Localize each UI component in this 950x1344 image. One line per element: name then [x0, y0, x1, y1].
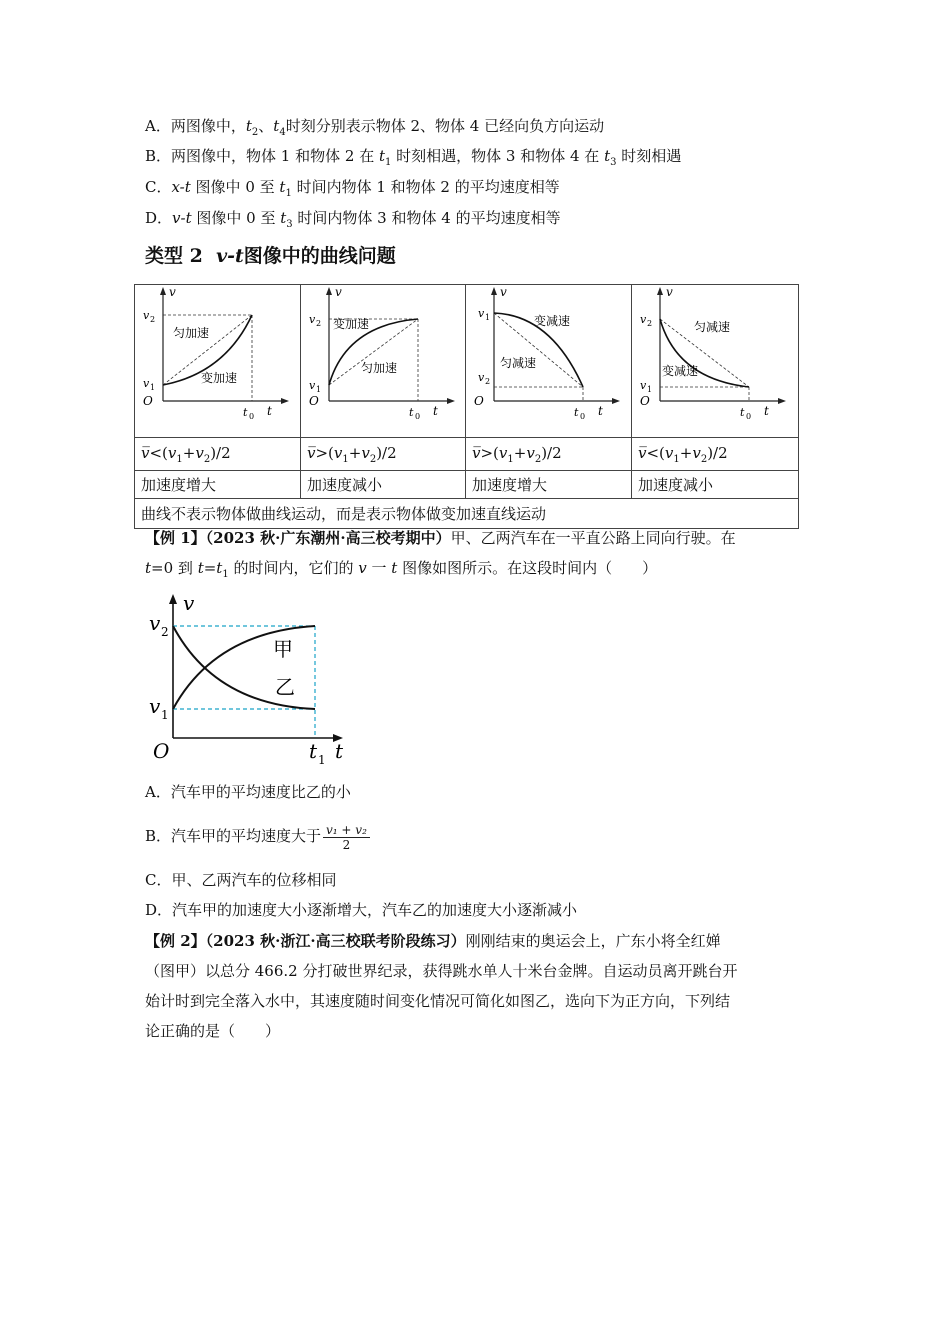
- avg-velocity-3: $v̅>(v_1+v_2)/2$: [466, 438, 632, 471]
- example1-vt-figure: [145, 590, 355, 770]
- svg-text:v: v: [640, 313, 647, 326]
- svg-text:v: v: [478, 371, 485, 384]
- svg-text:O: O: [640, 394, 650, 408]
- svg-text:0: 0: [580, 412, 586, 421]
- svg-text:1: 1: [316, 385, 322, 394]
- svg-text:1: 1: [318, 753, 326, 767]
- svg-text:v: v: [183, 591, 195, 615]
- accel-4: 加速度减小: [632, 471, 799, 499]
- svg-text:v: v: [169, 285, 176, 299]
- svg-text:v: v: [335, 285, 342, 299]
- svg-text:v: v: [500, 285, 507, 299]
- line-label: 匀减速: [500, 356, 537, 370]
- example2-line1: 【例 2】（2023 秋·浙江·高三校联考阶段练习）刚刚结束的奥运会上，广东小将全红婵: [145, 932, 721, 950]
- vt-graph-2: [301, 285, 466, 433]
- svg-text:v: v: [309, 313, 316, 326]
- svg-text:v: v: [309, 379, 316, 392]
- svg-text:1: 1: [647, 385, 653, 394]
- curve-label: 变加速: [333, 317, 370, 331]
- svg-text:v: v: [149, 694, 161, 718]
- ex1-option-d: D．汽车甲的加速度大小逐渐增大，汽车乙的加速度大小逐渐减小: [145, 901, 578, 919]
- accel-1: 加速度增大: [135, 471, 301, 499]
- svg-text:1: 1: [150, 383, 156, 392]
- svg-text:t: t: [433, 404, 438, 418]
- section-heading: 类型 2 v-t图像中的曲线问题: [145, 245, 396, 267]
- svg-text:2: 2: [161, 625, 169, 639]
- ex1-option-a: A．汽车甲的平均速度比乙的小: [145, 783, 351, 801]
- vt-curve-table: [134, 284, 799, 529]
- line-label: 匀加速: [173, 326, 210, 340]
- graph-cell-1: [135, 285, 301, 438]
- vt-graph-1: [135, 285, 301, 433]
- vt-graph-4: [632, 285, 799, 433]
- svg-text:v: v: [478, 307, 485, 320]
- example2-line4: 论正确的是（ ）: [145, 1022, 281, 1040]
- svg-text:t: t: [574, 406, 579, 419]
- svg-text:O: O: [143, 394, 153, 408]
- svg-text:0: 0: [249, 412, 255, 421]
- jia-label: 甲: [273, 637, 293, 661]
- svg-text:t: t: [598, 404, 603, 418]
- svg-text:2: 2: [150, 315, 156, 324]
- curve-label: 变加速: [201, 371, 238, 385]
- svg-text:0: 0: [746, 412, 752, 421]
- curve-label: 变减速: [662, 364, 699, 378]
- option-d: D．v-t 图像中 0 至 $t_3$ 时间内物体 3 和物体 4 的平均速度相等: [145, 209, 561, 230]
- line-label: 匀加速: [361, 361, 398, 375]
- example2-line2: （图甲）以总分 466.2 分打破世界纪录，获得跳水单人十米台金牌。自运动员离开跳台开: [145, 962, 738, 980]
- graph-cell-4: [632, 285, 799, 438]
- example1-line2: t=0 到 $t=t_1$ 的时间内，它们的 v 一 t 图像如图所示。在这段时间内（ ）: [145, 559, 658, 580]
- svg-text:t: t: [764, 404, 769, 418]
- svg-text:t: t: [267, 404, 272, 418]
- svg-text:t: t: [409, 406, 414, 419]
- svg-text:v: v: [143, 377, 150, 390]
- example2-line3: 始计时到完全落入水中，其速度随时间变化情况可简化如图乙，选向下为正方向，下列结: [145, 992, 731, 1010]
- graph-cell-2: [301, 285, 466, 438]
- svg-text:2: 2: [485, 377, 491, 386]
- yi-label: 乙: [275, 675, 295, 699]
- option-a: A．两图像中，$t_2$、$t_4$时刻分别表示物体 2、物体 4 已经向负方向运动: [145, 117, 605, 138]
- svg-text:t: t: [309, 739, 318, 763]
- svg-text:1: 1: [485, 313, 491, 322]
- svg-text:t: t: [243, 406, 248, 419]
- ex1-option-c: C．甲、乙两汽车的位移相同: [145, 871, 337, 889]
- svg-text:v: v: [666, 285, 673, 299]
- svg-text:t: t: [335, 739, 344, 763]
- svg-text:0: 0: [415, 412, 421, 421]
- avg-velocity-1: $v̅<(v_1+v_2)/2$: [135, 438, 301, 471]
- accel-3: 加速度增大: [466, 471, 632, 499]
- svg-text:2: 2: [647, 319, 653, 328]
- ex1-option-b: B．汽车甲的平均速度大于 $\frac{\text{v₁ + v₂}}{2}$: [145, 818, 370, 854]
- curve-label: 变减速: [534, 314, 571, 328]
- svg-text:O: O: [153, 739, 170, 763]
- avg-velocity-2: $v̅>(v_1+v_2)/2$: [301, 438, 466, 471]
- accel-2: 加速度减小: [301, 471, 466, 499]
- option-b: B．两图像中，物体 1 和物体 2 在 $t_1$ 时刻相遇，物体 3 和物体 4 在 $t_3$ 时刻相遇: [145, 147, 682, 168]
- avg-velocity-4: $v̅<(v_1+v_2)/2$: [632, 438, 799, 471]
- option-c: C．x-t 图像中 0 至 $t_1$ 时间内物体 1 和物体 2 的平均速度相等: [145, 178, 560, 199]
- svg-text:O: O: [474, 394, 484, 408]
- svg-text:O: O: [309, 394, 319, 408]
- fraction: $\frac{\text{v₁ + v₂}}{2}$: [323, 823, 370, 852]
- svg-text:v: v: [640, 379, 647, 392]
- svg-text:v: v: [149, 611, 161, 635]
- example1-line1: 【例 1】（2023 秋·广东潮州·高三校考期中）甲、乙两汽车在一平直公路上同向行驶。在: [145, 529, 736, 547]
- svg-text:1: 1: [161, 708, 169, 722]
- graph-cell-3: [466, 285, 632, 438]
- vt-graph-3: [466, 285, 632, 433]
- svg-text:t: t: [740, 406, 745, 419]
- svg-text:v: v: [143, 309, 150, 322]
- table-note: 曲线不表示物体做曲线运动，而是表示物体做变加速直线运动: [135, 499, 799, 529]
- svg-text:2: 2: [316, 319, 322, 328]
- line-label: 匀减速: [694, 320, 731, 334]
